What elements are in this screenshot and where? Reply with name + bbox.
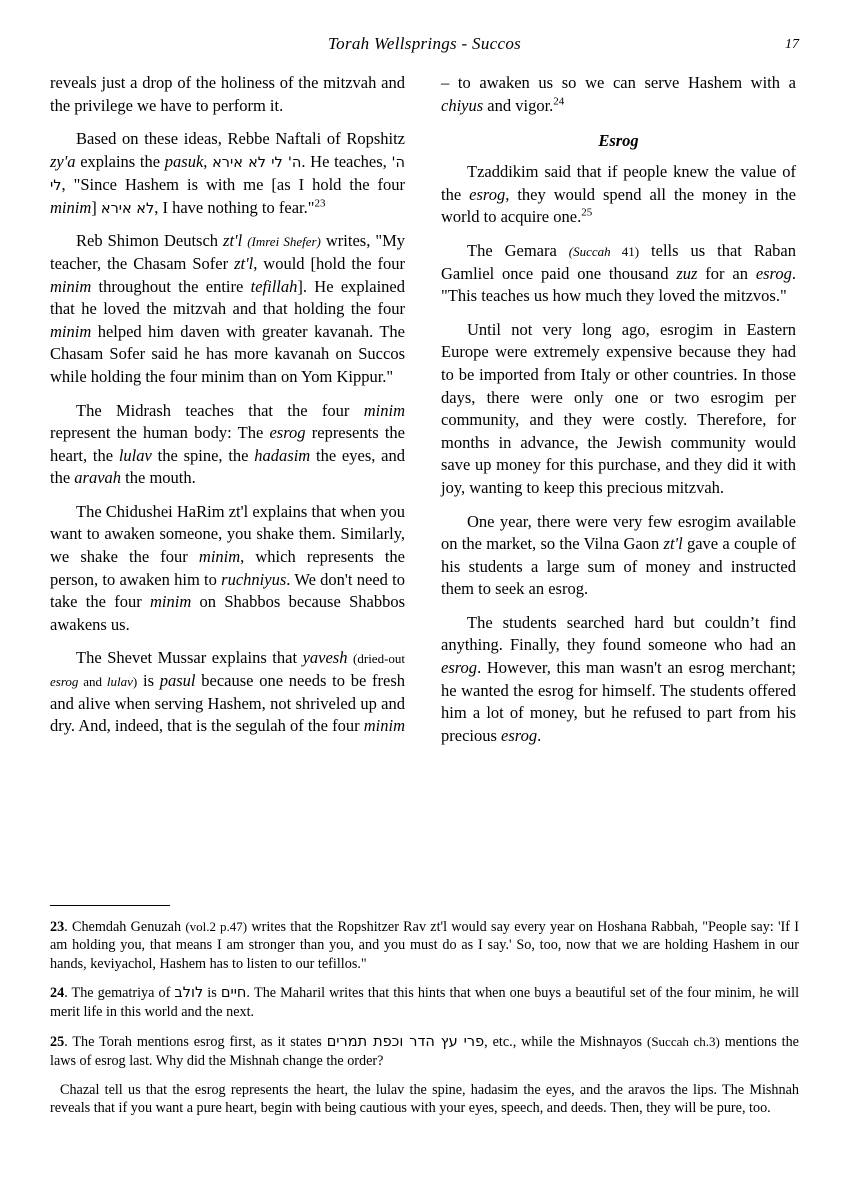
paragraph: reveals just a drop of the holiness of the mitzvah and the privilege we have to perform it.: [50, 73, 405, 115]
paragraph: Tzaddikim said that if people knew the value of the esrog, they would spend all the money in the world to acquire one.$^{25}$: [441, 162, 796, 227]
paragraph: The Gemara (Succah 41) tells us that Raban Gamliel once paid one thousand zuz for an esrog. "This teaches us how much they loved the mitzvos.": [441, 240, 796, 306]
footnote-list: [50, 918, 799, 1118]
column-left: [50, 72, 405, 758]
section-heading: Esrog: [598, 131, 639, 151]
paragraph: The Midrash teaches that the four minim represent the human body: The esrog represents the heart, the lulav the spine, the hadasim the eyes, and the aravah the mouth.: [50, 400, 405, 488]
paragraph: Reb Shimon Deutsch zt'l (Imrei Shefer) writes, "My teacher, the Chasam Sofer zt'l, would [hold the four minim throughout the entire tefillah]. He explained that he loved the mitzvah and that holding the four minim helped him daven with greater kavanah. The Chasam Sofer said he has more kavanah on Succos while holding the four minim than on Yom Kippur.": [50, 231, 406, 386]
footnote-area: [50, 905, 799, 1129]
page-number: 17: [785, 37, 799, 52]
paragraph: – to awaken us so we can serve Hashem with a chiyus and vigor.$^{24}$: [441, 73, 796, 115]
footnote: 23. Chemdah Genuzah (vol.2 p.47) writes that the Ropshitzer Rav zt'l would say every year on Hoshana Rabbah, "People say: 'If I am holding you, that means I am stronger than you, and you must do as I say.' So, too, now that we are holding Hashem in our hands, keviyachol, Hashem has to listen to our tefillos.": [50, 919, 800, 972]
paragraph: The students searched hard but couldn’t find anything. Finally, they found someone who had an esrog. However, this man wasn't an esrog merchant; he wanted the esrog for himself. The students offered him a lot of money, but he refused to part from his precious esrog.: [441, 612, 796, 745]
paragraph: The Shevet Mussar explains that yavesh (dried-out esrog and lulav) is pasul because one needs to be fresh and alive when serving Hashem, not shriveled up and dry. And, indeed, that is the segulah of the four minim: [50, 648, 406, 736]
paragraph: Until not very long ago, esrogim in Eastern Europe were extremely expensive because they had to be imported from Italy or other countries. In those days, there were only one or two esrogim per community, and they were costly. Therefore, for months in advance, the Jewish community would save up money for this purchase, and they did it with joy, wanting to keep this precious mitzvah.: [441, 319, 796, 497]
paragraph: The Chidushei HaRim zt'l explains that when you want to awaken someone, you shake them. Similarly, we shake the four minim, which represents the person, to awaken him to ruchniyus. We don't need to take the four minim on Shabbos because Shabbos awakens us.: [50, 501, 405, 634]
footnote: 25. The Torah mentions esrog first, as it states פרי עץ הדר וכפת תמרים, etc., while the Mishnayos (Succah ch.3) mentions the laws of esrog last. Why did the Mishnah change the order?: [50, 1033, 799, 1069]
column-right: [441, 72, 796, 758]
footnote-divider: [50, 905, 170, 906]
paragraph: Based on these ideas, Rebbe Naftali of Ropshitz zy'a explains the pasuk, ה' לי לא אירא. He teaches, ה' לי, "Since Hashem is with me [as I hold the four minim] לא אירא, I have nothing to fear."$^{23}$: [50, 129, 405, 217]
footnote: Chazal tell us that the esrog represents the heart, the lulav the spine, hadasim the eyes, and the aravos the lips. The Mishnah reveals that if you want a pure heart, begin with being cautious with your eyes, speech, and deeds. Then, they will be pure, too.: [50, 1081, 799, 1117]
book-title: Torah Wellsprings - Succos: [327, 34, 522, 53]
footnote: 24. The gematriya of לולב is חיים. The Maharil writes that this hints that when one buys a beautiful set of the four minim, he will merit life in this world and the next.: [50, 985, 800, 1021]
paragraph: One year, there were very few esrogim available on the market, so the Vilna Gaon zt'l gave a couple of his students a large sum of money and instructed them to seek an esrog.: [441, 511, 796, 599]
page-header: [50, 28, 799, 62]
body-columns: [50, 72, 799, 758]
